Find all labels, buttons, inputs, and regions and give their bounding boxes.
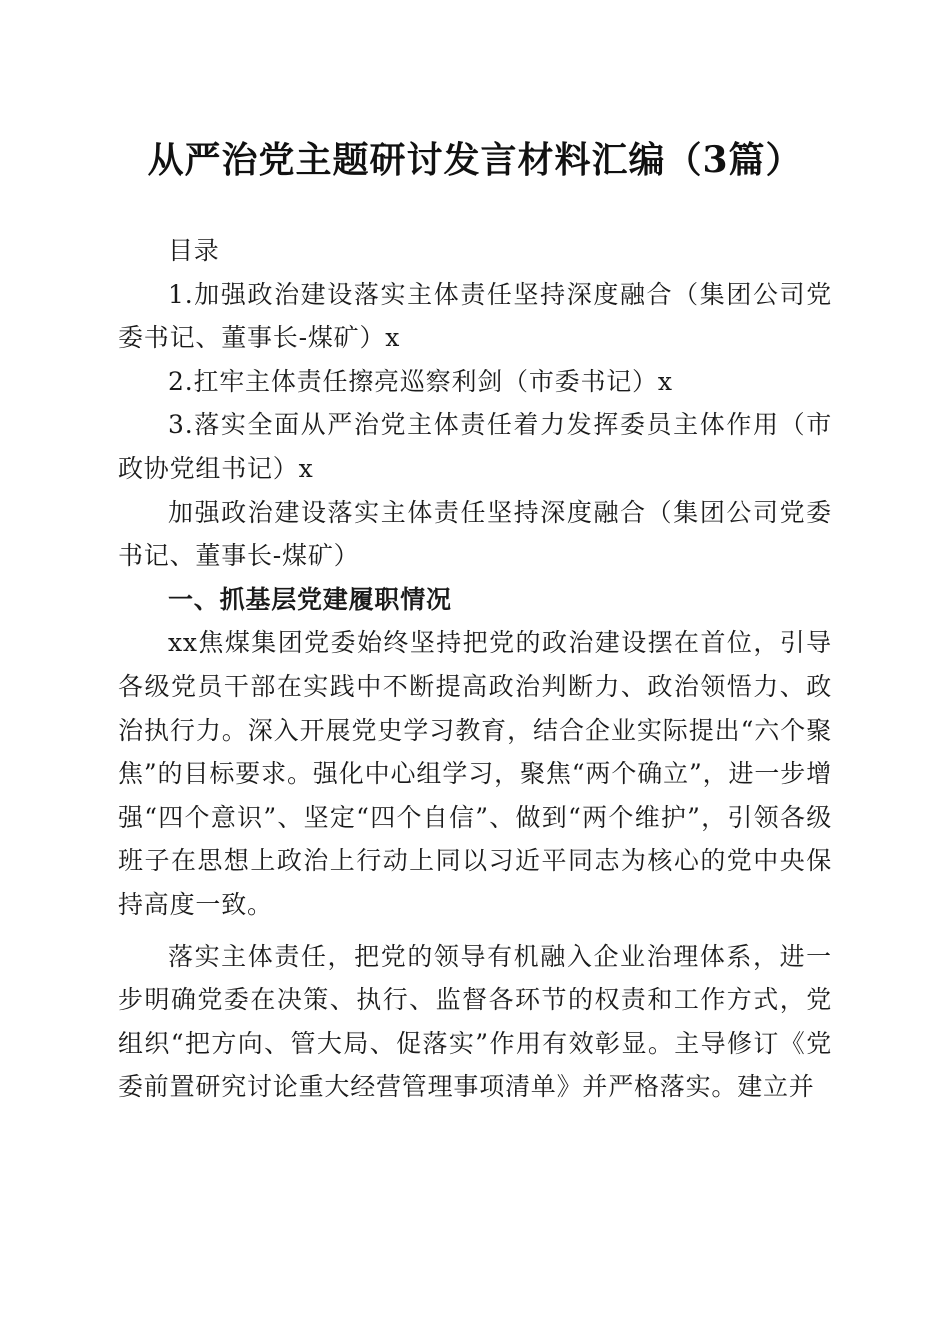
toc-item-1: 1.加强政治建设落实主体责任坚持深度融合（集团公司党委书记、董事长-煤矿）x (118, 279, 832, 353)
document-title: 从严治党主题研讨发言材料汇编（3篇） (147, 139, 803, 181)
body-paragraph: 落实主体责任，把党的领导有机融入企业治理体系，进一步明确党委在决策、执行、监督各环节的权责和工作方式，党组织“把方向、管大局、促落实”作用有效彰显。主导修订《党委前置研究讨论重大经营管理事项清单》并严格落实。建立并 (118, 941, 832, 1102)
toc-heading: 目录 (168, 236, 220, 265)
article-title: 加强政治建设落实主体责任坚持深度融合（集团公司党委书记、董事长-煤矿） (118, 497, 832, 571)
toc-item-3: 3.落实全面从严治党主体责任着力发挥委员主体作用（市政协党组书记）x (118, 410, 832, 483)
document-body (118, 229, 832, 1109)
section-heading: 一、抓基层党建履职情况 (168, 584, 452, 614)
toc-item-2: 2.扛牢主体责任擦亮巡察利剑（市委书记）x (168, 366, 673, 396)
body-paragraph: xx焦煤集团党委始终坚持把党的政治建设摆在首位，引导各级党员干部在实践中不断提高政治判断力、政治领悟力、政治执行力。深入开展党史学习教育，结合企业实际提出“六个聚焦”的目标要求。强化中心组学习，聚焦“两个确立”，进一步增强“四个意识”、坚定“四个自信”、做到“两个维护”，引领各级班子在思想上政治上行动上同以习近平同志为核心的党中央保持高度一致。 (118, 628, 832, 919)
